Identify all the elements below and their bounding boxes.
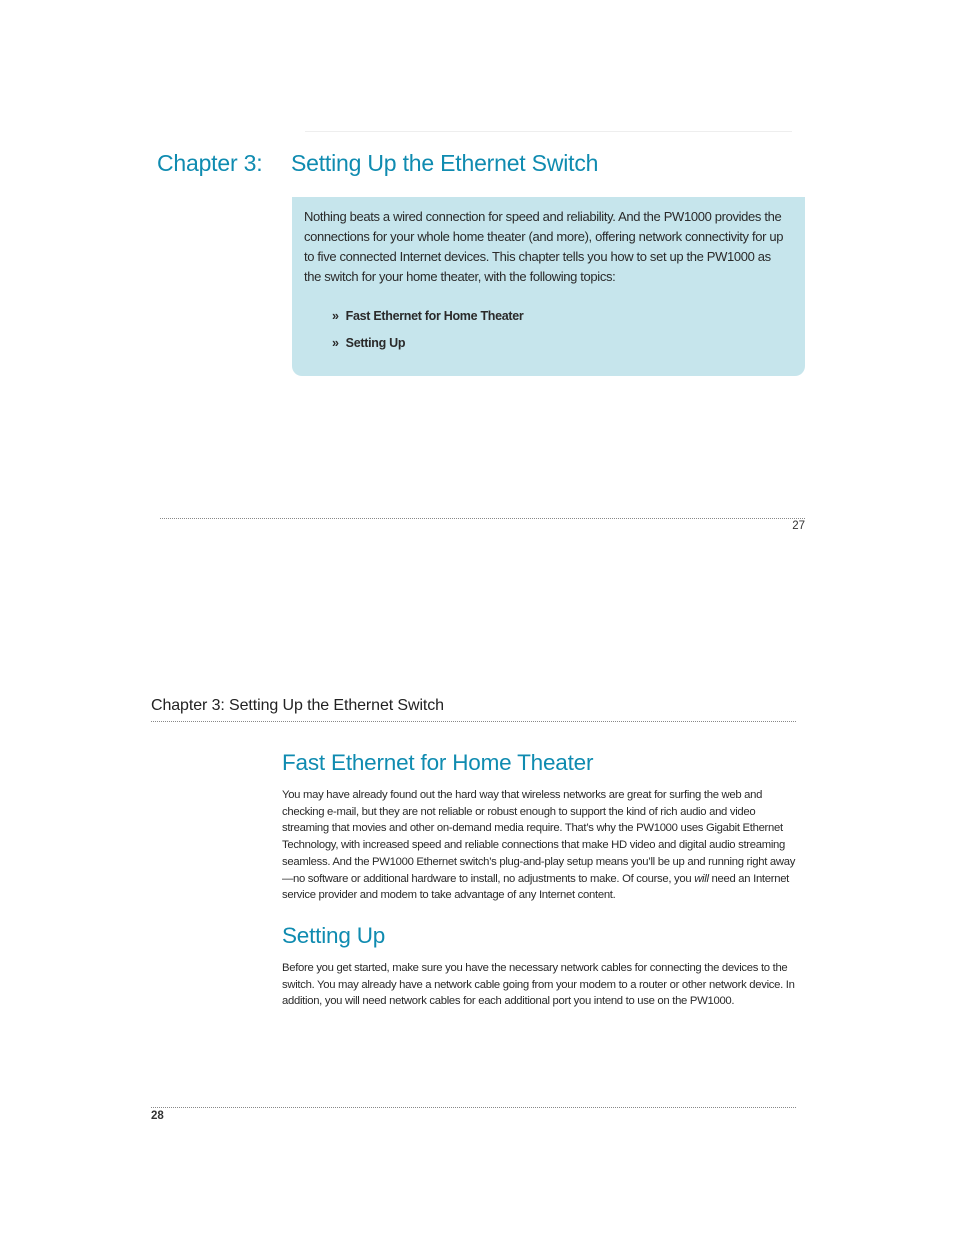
chapter-title: Setting Up the Ethernet Switch bbox=[291, 150, 599, 176]
running-header: Chapter 3: Setting Up the Ethernet Switch bbox=[151, 697, 444, 714]
emphasis-text: will bbox=[694, 872, 709, 885]
section-heading-fast-ethernet: Fast Ethernet for Home Theater bbox=[282, 750, 594, 775]
topic-item[interactable] bbox=[332, 303, 789, 330]
chapter-heading bbox=[157, 150, 598, 177]
footer-rule bbox=[160, 518, 805, 519]
section-body-setting-up: Before you get started, make sure you have the necessary network cables for connecting the devices to the switch. You may already have a network cable going from your modem to a router or other network device. In addition, you will need network cables for each additional port you intend to use on the PW1000. bbox=[282, 962, 795, 1008]
page-number: 28 bbox=[151, 1110, 164, 1122]
bullet-marker: » bbox=[332, 309, 339, 323]
page-number: 27 bbox=[792, 520, 805, 532]
chapter-number: Chapter 3: bbox=[157, 150, 263, 176]
topic-item[interactable] bbox=[332, 330, 789, 357]
header-rule bbox=[305, 131, 792, 132]
body-text: need an Internet service provider and modem to take advantage of any Internet content. bbox=[282, 872, 790, 902]
chapter-intro-text: Nothing beats a wired connection for speed and reliability. And the PW1000 provides the connections for your whole home theater (and more), offering network connectivity for up to five connected Internet devices. This chapter tells you how to set up the PW1000 as the switch for your home theater, with the following topics: bbox=[304, 209, 784, 284]
section-body-fast-ethernet bbox=[282, 787, 798, 904]
footer-rule bbox=[151, 1107, 796, 1108]
topic-label: Fast Ethernet for Home Theater bbox=[345, 309, 524, 323]
topic-label: Setting Up bbox=[345, 336, 406, 350]
header-rule bbox=[151, 721, 796, 722]
topic-list bbox=[332, 303, 789, 357]
chapter-intro-box bbox=[292, 197, 805, 376]
body-text: You may have already found out the hard way that wireless networks are great for surfing the web and checking e-mail, but they are not reliable or robust enough to support the kind of rich audio and video streaming that movies and other on-demand media require. That’s why the PW1000 uses Gigabit Ethernet Technology, with increased speed and reliable connections that make HD video and digital audio streaming seamless. And the PW1000 Ethernet switch’s plug-and-play setup means you’ll be up and running right away—no software or additional hardware to install, no adjustments to make. Of course, you bbox=[282, 789, 796, 885]
bullet-marker: » bbox=[332, 336, 339, 350]
section-heading-setting-up: Setting Up bbox=[282, 923, 386, 948]
